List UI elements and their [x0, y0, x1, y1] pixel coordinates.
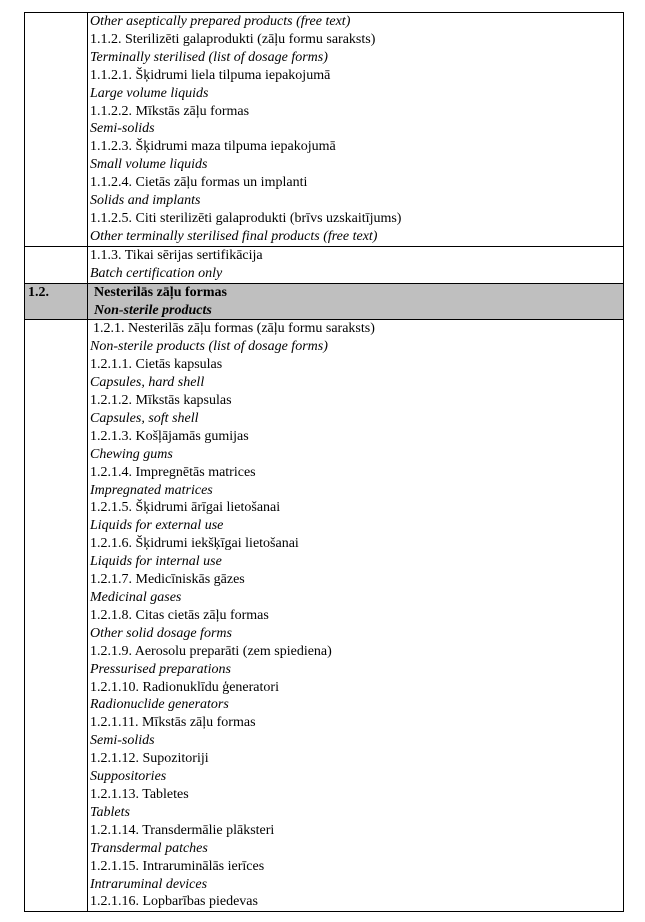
table-row: [25, 13, 624, 247]
latvian-entry: 1.2.1.1. Cietās kapsulas: [90, 357, 223, 373]
english-translation: Other terminally sterilised final products (free text): [90, 228, 378, 244]
content-cell: [88, 246, 624, 283]
number-cell: [25, 13, 88, 247]
latvian-entry: 1.2.1.7. Medicīniskās gāzes: [90, 572, 245, 588]
latvian-entry: 1.2.1.8. Citas cietās zāļu formas: [90, 607, 269, 623]
english-translation: Transdermal patches: [90, 840, 208, 856]
english-translation: Intraruminal devices: [90, 876, 208, 892]
english-translation: Other solid dosage forms: [90, 625, 232, 641]
english-translation: Capsules, hard shell: [90, 375, 205, 391]
english-translation: Chewing gums: [90, 446, 173, 462]
latvian-entry: 1.2.1.16. Lopbarības piedevas: [90, 894, 258, 910]
latvian-entry: Nesterilās zāļu formas: [94, 284, 227, 300]
latvian-entry: 1.1.2.1. Šķidrumi liela tilpuma iepakojumā: [90, 67, 331, 83]
latvian-entry: 1.2.1.5. Šķidrumi ārīgai lietošanai: [90, 500, 281, 516]
english-translation: Other aseptically prepared products (free text): [90, 14, 351, 29]
english-translation: Semi-solids: [90, 733, 155, 749]
english-translation: Pressurised preparations: [90, 661, 231, 677]
latvian-entry: 1.2.1.15. Intraruminālās ierīces: [90, 858, 265, 874]
latvian-entry: 1.2.1.4. Impregnētās matrices: [90, 464, 256, 480]
latvian-entry: 1.1.2. Sterilizēti galaprodukti (zāļu formu saraksts): [90, 31, 376, 47]
section-header-row: [25, 283, 624, 320]
content-cell: [88, 13, 624, 247]
content-cell: [88, 320, 624, 912]
english-translation: Suppositories: [90, 769, 167, 785]
english-translation: Capsules, soft shell: [90, 410, 199, 426]
section-number: 1.2.: [25, 283, 88, 320]
latvian-entry: 1.2.1.11. Mīkstās zāļu formas: [90, 715, 256, 731]
section-title-cell: [88, 283, 624, 320]
english-translation: Radionuclide generators: [90, 697, 229, 713]
english-translation: Tablets: [90, 804, 130, 820]
english-translation: Terminally sterilised (list of dosage forms): [90, 49, 328, 65]
latvian-entry: 1.2.1. Nesterilās zāļu formas (zāļu formu saraksts): [93, 321, 375, 337]
latvian-entry: 1.2.1.9. Aerosolu preparāti (zem spiediena): [90, 643, 332, 659]
latvian-entry: 1.1.3. Tikai sērijas sertifikācija: [90, 247, 263, 263]
number-cell: [25, 246, 88, 283]
english-translation: Semi-solids: [90, 121, 155, 137]
latvian-entry: 1.2.1.6. Šķidrumi iekšķīgai lietošanai: [90, 536, 299, 552]
english-translation: Large volume liquids: [90, 85, 209, 101]
table-body: [25, 13, 624, 912]
latvian-entry: 1.1.2.2. Mīkstās zāļu formas: [90, 103, 250, 119]
latvian-entry: 1.1.2.3. Šķidrumi maza tilpuma iepakojumā: [90, 139, 336, 155]
english-translation: Medicinal gases: [90, 590, 182, 605]
english-translation: Small volume liquids: [90, 157, 208, 173]
number-cell: [25, 320, 88, 912]
english-translation: Solids and implants: [90, 193, 201, 209]
latvian-entry: 1.2.1.3. Košļājamās gumijas: [90, 428, 249, 444]
english-translation: Non-sterile products (list of dosage forms): [90, 339, 328, 355]
latvian-entry: 1.1.2.4. Cietās zāļu formas un implanti: [90, 175, 308, 191]
latvian-entry: 1.2.1.13. Tabletes: [90, 786, 189, 802]
dosage-forms-table: [24, 12, 624, 912]
latvian-entry: 1.2.1.2. Mīkstās kapsulas: [90, 393, 232, 409]
english-translation: Liquids for internal use: [90, 554, 222, 570]
english-translation: Batch certification only: [90, 265, 223, 281]
latvian-entry: 1.2.1.14. Transdermālie plāksteri: [90, 822, 275, 838]
latvian-entry: 1.2.1.12. Supozitoriji: [90, 751, 209, 767]
latvian-entry: 1.2.1.10. Radionuklīdu ģeneratori: [90, 679, 279, 695]
english-translation: Liquids for external use: [90, 518, 224, 534]
english-translation: Non-sterile products: [94, 302, 212, 318]
table-row: [25, 320, 624, 912]
latvian-entry: 1.1.2.5. Citi sterilizēti galaprodukti (brīvs uzskaitījums): [90, 210, 402, 226]
table-row: [25, 246, 624, 283]
english-translation: Impregnated matrices: [90, 482, 213, 498]
